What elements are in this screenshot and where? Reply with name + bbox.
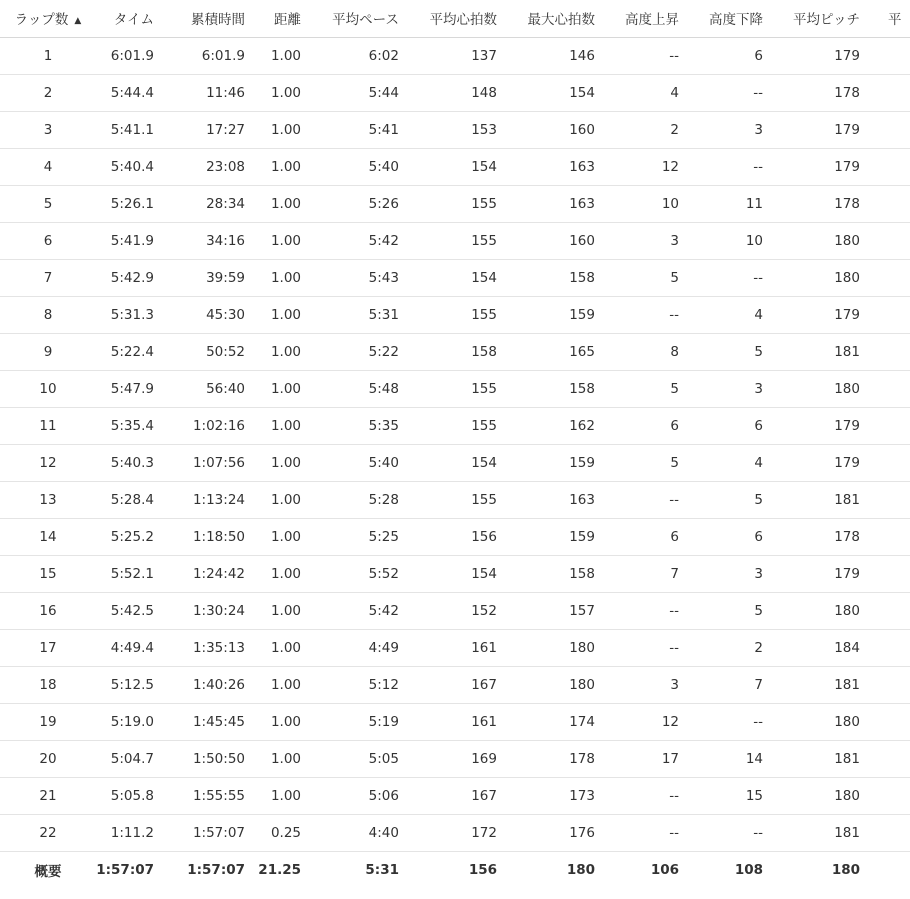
- cell-elev-gain: 2: [595, 111, 679, 148]
- table-row: [0, 481, 910, 518]
- cell-elev-gain: --: [595, 296, 679, 333]
- table-row: [0, 148, 910, 185]
- cell-distance: 1.00: [245, 555, 301, 592]
- cell-time: 4:49.4: [96, 629, 154, 666]
- cell-avg-cadence: 181: [763, 814, 860, 851]
- header-extra[interactable]: 平: [860, 0, 910, 37]
- cell-elev-gain: 7: [595, 555, 679, 592]
- cell-cumulative-time: 1:45:45: [154, 703, 245, 740]
- cell-time: 1:11.2: [96, 814, 154, 851]
- cell-avg-hr: 155: [399, 370, 497, 407]
- cell-distance: 1.00: [245, 666, 301, 703]
- cell-avg-pace: 5:25: [301, 518, 399, 555]
- table-row: [0, 111, 910, 148]
- header-avg-pace[interactable]: 平均ペース: [301, 0, 399, 37]
- cell-lap: 5: [0, 185, 96, 222]
- cell-distance: 1.00: [245, 74, 301, 111]
- header-lap-label: ラップ数: [14, 12, 69, 29]
- table-row: [0, 814, 910, 851]
- cell-cumulative-time: 45:30: [154, 296, 245, 333]
- cell-lap: 20: [0, 740, 96, 777]
- cell-elev-loss: --: [679, 259, 763, 296]
- cell-lap: 10: [0, 370, 96, 407]
- cell-cumulative-time: 17:27: [154, 111, 245, 148]
- cell-lap: 概要: [34, 863, 62, 880]
- cell-avg-cadence: 180: [763, 259, 860, 296]
- cell-elev-gain: 17: [595, 740, 679, 777]
- cell-elev-loss: 3: [679, 111, 763, 148]
- table-header-row: [0, 0, 910, 37]
- cell-lap: 8: [0, 296, 96, 333]
- table-row: [0, 259, 910, 296]
- cell-extra: [860, 518, 910, 555]
- cell-avg-hr: 155: [399, 222, 497, 259]
- cell-distance: 21.25: [258, 861, 301, 878]
- cell-avg-pace: 5:44: [301, 74, 399, 111]
- cell-lap: 2: [0, 74, 96, 111]
- cell-distance: 1.00: [245, 222, 301, 259]
- table-row: [0, 74, 910, 111]
- table-row: [0, 296, 910, 333]
- cell-avg-cadence: 184: [763, 629, 860, 666]
- cell-cumulative-time: 6:01.9: [154, 37, 245, 74]
- cell-elev-gain: 5: [595, 444, 679, 481]
- cell-max-hr: 154: [497, 74, 595, 111]
- cell-time: 5:42.5: [96, 592, 154, 629]
- cell-lap: 13: [0, 481, 96, 518]
- cell-avg-hr: 161: [399, 629, 497, 666]
- table-row: [0, 222, 910, 259]
- cell-extra: [860, 740, 910, 777]
- cell-extra: [860, 148, 910, 185]
- cell-avg-cadence: 178: [763, 518, 860, 555]
- cell-avg-hr: 154: [399, 148, 497, 185]
- cell-elev-gain: 12: [595, 148, 679, 185]
- table-row: [0, 333, 910, 370]
- header-cumulative-time[interactable]: 累積時間: [154, 0, 245, 37]
- cell-elev-loss: 6: [679, 518, 763, 555]
- cell-distance: 1.00: [245, 111, 301, 148]
- cell-elev-gain: 6: [595, 407, 679, 444]
- cell-cumulative-time: 1:55:55: [154, 777, 245, 814]
- cell-elev-loss: 10: [679, 222, 763, 259]
- cell-time: 6:01.9: [96, 37, 154, 74]
- cell-cumulative-time: 1:57:07: [187, 861, 245, 878]
- cell-avg-hr: 161: [399, 703, 497, 740]
- cell-elev-loss: 11: [679, 185, 763, 222]
- cell-elev-loss: 5: [679, 481, 763, 518]
- cell-avg-hr: 158: [399, 333, 497, 370]
- cell-avg-hr: 137: [399, 37, 497, 74]
- cell-avg-pace: 5:35: [301, 407, 399, 444]
- cell-time: 5:26.1: [96, 185, 154, 222]
- cell-cumulative-time: 1:18:50: [154, 518, 245, 555]
- cell-lap: 17: [0, 629, 96, 666]
- cell-lap: 1: [0, 37, 96, 74]
- cell-max-hr: 180: [497, 629, 595, 666]
- cell-max-hr: 178: [497, 740, 595, 777]
- cell-avg-pace: 4:49: [301, 629, 399, 666]
- cell-cumulative-time: 34:16: [154, 222, 245, 259]
- laps-table-body: [0, 37, 910, 888]
- cell-cumulative-time: 1:50:50: [154, 740, 245, 777]
- table-row: [0, 592, 910, 629]
- cell-time: 5:19.0: [96, 703, 154, 740]
- cell-max-hr: 165: [497, 333, 595, 370]
- cell-distance: 1.00: [245, 333, 301, 370]
- cell-max-hr: 159: [497, 444, 595, 481]
- cell-avg-cadence: 178: [763, 74, 860, 111]
- cell-elev-gain: 5: [595, 259, 679, 296]
- cell-avg-hr: 152: [399, 592, 497, 629]
- cell-extra: [860, 222, 910, 259]
- cell-time: 5:04.7: [96, 740, 154, 777]
- cell-avg-cadence: 179: [763, 444, 860, 481]
- cell-avg-pace: 5:22: [301, 333, 399, 370]
- cell-lap: 21: [0, 777, 96, 814]
- cell-max-hr: 163: [497, 148, 595, 185]
- cell-cumulative-time: 56:40: [154, 370, 245, 407]
- cell-distance: 0.25: [245, 814, 301, 851]
- cell-elev-loss: 5: [679, 333, 763, 370]
- cell-avg-cadence: 179: [763, 148, 860, 185]
- cell-avg-cadence: 178: [763, 185, 860, 222]
- cell-max-hr: 176: [497, 814, 595, 851]
- cell-avg-cadence: 179: [763, 37, 860, 74]
- cell-time: 5:42.9: [96, 259, 154, 296]
- cell-extra: [860, 703, 910, 740]
- cell-cumulative-time: 39:59: [154, 259, 245, 296]
- cell-distance: 1.00: [245, 703, 301, 740]
- cell-lap: 9: [0, 333, 96, 370]
- cell-avg-hr: 155: [399, 407, 497, 444]
- cell-lap: 18: [0, 666, 96, 703]
- cell-avg-pace: 5:40: [301, 444, 399, 481]
- cell-max-hr: 160: [497, 111, 595, 148]
- cell-avg-hr: 153: [399, 111, 497, 148]
- table-row: [0, 185, 910, 222]
- cell-max-hr: 158: [497, 370, 595, 407]
- cell-extra: [860, 592, 910, 629]
- cell-cumulative-time: 1:24:42: [154, 555, 245, 592]
- table-row: [0, 37, 910, 74]
- cell-elev-loss: 4: [679, 444, 763, 481]
- cell-avg-pace: 5:26: [301, 185, 399, 222]
- cell-avg-cadence: 180: [763, 703, 860, 740]
- summary-row: [0, 851, 910, 888]
- cell-max-hr: 157: [497, 592, 595, 629]
- cell-avg-hr: 156: [468, 861, 497, 878]
- cell-time: 5:44.4: [96, 74, 154, 111]
- cell-avg-hr: 167: [399, 666, 497, 703]
- cell-time: 5:28.4: [96, 481, 154, 518]
- cell-distance: 1.00: [245, 259, 301, 296]
- cell-avg-hr: 156: [399, 518, 497, 555]
- header-elev-loss[interactable]: 高度下降: [679, 0, 763, 37]
- cell-extra: [860, 333, 910, 370]
- cell-cumulative-time: 50:52: [154, 333, 245, 370]
- cell-distance: 1.00: [245, 296, 301, 333]
- cell-elev-loss: --: [679, 148, 763, 185]
- cell-elev-gain: 5: [595, 370, 679, 407]
- cell-avg-hr: 167: [399, 777, 497, 814]
- cell-max-hr: 159: [497, 518, 595, 555]
- sort-ascending-icon: ▲: [74, 16, 82, 27]
- cell-extra: [860, 259, 910, 296]
- cell-cumulative-time: 23:08: [154, 148, 245, 185]
- cell-elev-gain: 4: [595, 74, 679, 111]
- cell-lap: 12: [0, 444, 96, 481]
- cell-avg-hr: 155: [399, 481, 497, 518]
- cell-avg-hr: 169: [399, 740, 497, 777]
- cell-avg-cadence: 179: [763, 296, 860, 333]
- cell-avg-pace: 5:31: [365, 861, 399, 878]
- cell-max-hr: 162: [497, 407, 595, 444]
- cell-avg-hr: 154: [399, 444, 497, 481]
- cell-lap: 19: [0, 703, 96, 740]
- cell-time: 5:31.3: [96, 296, 154, 333]
- cell-elev-loss: 5: [679, 592, 763, 629]
- header-time[interactable]: タイム: [96, 0, 154, 37]
- cell-time: 5:40.4: [96, 148, 154, 185]
- cell-lap: 11: [0, 407, 96, 444]
- table-row: [0, 555, 910, 592]
- cell-distance: 1.00: [245, 370, 301, 407]
- cell-extra: [860, 666, 910, 703]
- cell-distance: 1.00: [245, 592, 301, 629]
- cell-time: 5:41.1: [96, 111, 154, 148]
- cell-elev-loss: 3: [679, 370, 763, 407]
- cell-avg-cadence: 181: [763, 666, 860, 703]
- cell-avg-hr: 148: [399, 74, 497, 111]
- cell-max-hr: 173: [497, 777, 595, 814]
- cell-extra: [860, 555, 910, 592]
- cell-avg-pace: 5:43: [301, 259, 399, 296]
- table-row: [0, 703, 910, 740]
- cell-time: 5:47.9: [96, 370, 154, 407]
- cell-extra: [860, 629, 910, 666]
- cell-avg-cadence: 180: [763, 370, 860, 407]
- cell-elev-loss: --: [679, 814, 763, 851]
- cell-elev-gain: --: [595, 629, 679, 666]
- cell-avg-cadence: 179: [763, 555, 860, 592]
- cell-lap: 7: [0, 259, 96, 296]
- cell-distance: 1.00: [245, 37, 301, 74]
- cell-distance: 1.00: [245, 481, 301, 518]
- cell-max-hr: 158: [497, 555, 595, 592]
- cell-cumulative-time: 28:34: [154, 185, 245, 222]
- cell-avg-hr: 155: [399, 185, 497, 222]
- cell-distance: 1.00: [245, 444, 301, 481]
- cell-cumulative-time: 1:02:16: [154, 407, 245, 444]
- cell-lap: 6: [0, 222, 96, 259]
- cell-lap: 14: [0, 518, 96, 555]
- cell-elev-loss: --: [679, 703, 763, 740]
- cell-avg-pace: 5:12: [301, 666, 399, 703]
- cell-elev-loss: 6: [679, 37, 763, 74]
- table-row: [0, 777, 910, 814]
- cell-cumulative-time: 1:13:24: [154, 481, 245, 518]
- cell-distance: 1.00: [245, 629, 301, 666]
- cell-avg-pace: 5:06: [301, 777, 399, 814]
- cell-avg-cadence: 181: [763, 740, 860, 777]
- cell-elev-gain: 12: [595, 703, 679, 740]
- cell-distance: 1.00: [245, 407, 301, 444]
- cell-lap: 15: [0, 555, 96, 592]
- cell-elev-gain: 3: [595, 666, 679, 703]
- cell-distance: 1.00: [245, 185, 301, 222]
- cell-avg-pace: 5:42: [301, 222, 399, 259]
- cell-lap: 16: [0, 592, 96, 629]
- cell-avg-pace: 5:40: [301, 148, 399, 185]
- cell-cumulative-time: 1:57:07: [154, 814, 245, 851]
- cell-extra: [860, 814, 910, 851]
- cell-avg-pace: 5:42: [301, 592, 399, 629]
- cell-avg-pace: 5:19: [301, 703, 399, 740]
- cell-avg-hr: 172: [399, 814, 497, 851]
- cell-max-hr: 159: [497, 296, 595, 333]
- cell-extra: [860, 74, 910, 111]
- cell-avg-pace: 5:48: [301, 370, 399, 407]
- cell-max-hr: 174: [497, 703, 595, 740]
- cell-avg-hr: 154: [399, 555, 497, 592]
- cell-max-hr: 180: [497, 666, 595, 703]
- cell-cumulative-time: 11:46: [154, 74, 245, 111]
- cell-distance: 1.00: [245, 740, 301, 777]
- cell-avg-pace: 5:41: [301, 111, 399, 148]
- cell-elev-gain: 106: [650, 861, 679, 878]
- cell-elev-loss: 7: [679, 666, 763, 703]
- cell-distance: 1.00: [245, 777, 301, 814]
- cell-max-hr: 146: [497, 37, 595, 74]
- cell-extra: [860, 370, 910, 407]
- cell-elev-loss: 108: [734, 861, 763, 878]
- cell-time: 5:05.8: [96, 777, 154, 814]
- cell-lap: 3: [0, 111, 96, 148]
- cell-elev-loss: 14: [679, 740, 763, 777]
- cell-avg-cadence: 181: [763, 481, 860, 518]
- cell-avg-cadence: 180: [763, 592, 860, 629]
- cell-avg-hr: 155: [399, 296, 497, 333]
- cell-time: 1:57:07: [96, 861, 154, 878]
- cell-time: 5:22.4: [96, 333, 154, 370]
- cell-avg-pace: 5:05: [301, 740, 399, 777]
- cell-extra: [860, 444, 910, 481]
- cell-elev-gain: --: [595, 481, 679, 518]
- table-row: [0, 370, 910, 407]
- header-lap[interactable]: [0, 0, 96, 37]
- cell-avg-cadence: 180: [763, 777, 860, 814]
- cell-max-hr: 158: [497, 259, 595, 296]
- cell-extra: [860, 185, 910, 222]
- table-row: [0, 666, 910, 703]
- cell-extra: [860, 111, 910, 148]
- cell-avg-cadence: 179: [763, 111, 860, 148]
- cell-elev-loss: 6: [679, 407, 763, 444]
- cell-extra: [860, 777, 910, 814]
- cell-avg-pace: 5:52: [301, 555, 399, 592]
- cell-elev-gain: 6: [595, 518, 679, 555]
- cell-elev-gain: 10: [595, 185, 679, 222]
- header-avg-hr[interactable]: 平均心拍数: [399, 0, 497, 37]
- header-distance[interactable]: 距離: [245, 0, 301, 37]
- cell-extra: [860, 851, 910, 888]
- table-row: [0, 518, 910, 555]
- cell-time: 5:52.1: [96, 555, 154, 592]
- cell-lap: 4: [0, 148, 96, 185]
- cell-time: 5:40.3: [96, 444, 154, 481]
- cell-cumulative-time: 1:40:26: [154, 666, 245, 703]
- cell-lap: 22: [0, 814, 96, 851]
- cell-avg-cadence: 181: [763, 333, 860, 370]
- cell-avg-pace: 5:31: [301, 296, 399, 333]
- cell-elev-gain: 8: [595, 333, 679, 370]
- cell-cumulative-time: 1:30:24: [154, 592, 245, 629]
- cell-extra: [860, 481, 910, 518]
- cell-avg-pace: 5:28: [301, 481, 399, 518]
- header-avg-cadence[interactable]: 平均ピッチ: [763, 0, 860, 37]
- cell-max-hr: 163: [497, 481, 595, 518]
- cell-time: 5:25.2: [96, 518, 154, 555]
- cell-time: 5:41.9: [96, 222, 154, 259]
- cell-time: 5:35.4: [96, 407, 154, 444]
- cell-extra: [860, 407, 910, 444]
- header-elev-gain[interactable]: 高度上昇: [595, 0, 679, 37]
- cell-extra: [860, 296, 910, 333]
- cell-elev-loss: --: [679, 74, 763, 111]
- cell-avg-cadence: 179: [763, 407, 860, 444]
- cell-elev-gain: 3: [595, 222, 679, 259]
- cell-elev-gain: --: [595, 592, 679, 629]
- header-max-hr[interactable]: 最大心拍数: [497, 0, 595, 37]
- table-row: [0, 444, 910, 481]
- table-row: [0, 629, 910, 666]
- cell-avg-pace: 4:40: [301, 814, 399, 851]
- cell-elev-loss: 2: [679, 629, 763, 666]
- cell-time: 5:12.5: [96, 666, 154, 703]
- cell-elev-loss: 15: [679, 777, 763, 814]
- cell-distance: 1.00: [245, 148, 301, 185]
- cell-max-hr: 180: [566, 861, 595, 878]
- cell-avg-hr: 154: [399, 259, 497, 296]
- cell-cumulative-time: 1:35:13: [154, 629, 245, 666]
- cell-elev-loss: 3: [679, 555, 763, 592]
- cell-elev-loss: 4: [679, 296, 763, 333]
- cell-avg-pace: 6:02: [301, 37, 399, 74]
- cell-distance: 1.00: [245, 518, 301, 555]
- cell-elev-gain: --: [595, 814, 679, 851]
- cell-elev-gain: --: [595, 777, 679, 814]
- cell-cumulative-time: 1:07:56: [154, 444, 245, 481]
- cell-extra: [860, 37, 910, 74]
- cell-avg-cadence: 180: [831, 861, 860, 878]
- cell-max-hr: 163: [497, 185, 595, 222]
- cell-elev-gain: --: [595, 37, 679, 74]
- table-row: [0, 407, 910, 444]
- cell-avg-cadence: 180: [763, 222, 860, 259]
- cell-max-hr: 160: [497, 222, 595, 259]
- table-row: [0, 740, 910, 777]
